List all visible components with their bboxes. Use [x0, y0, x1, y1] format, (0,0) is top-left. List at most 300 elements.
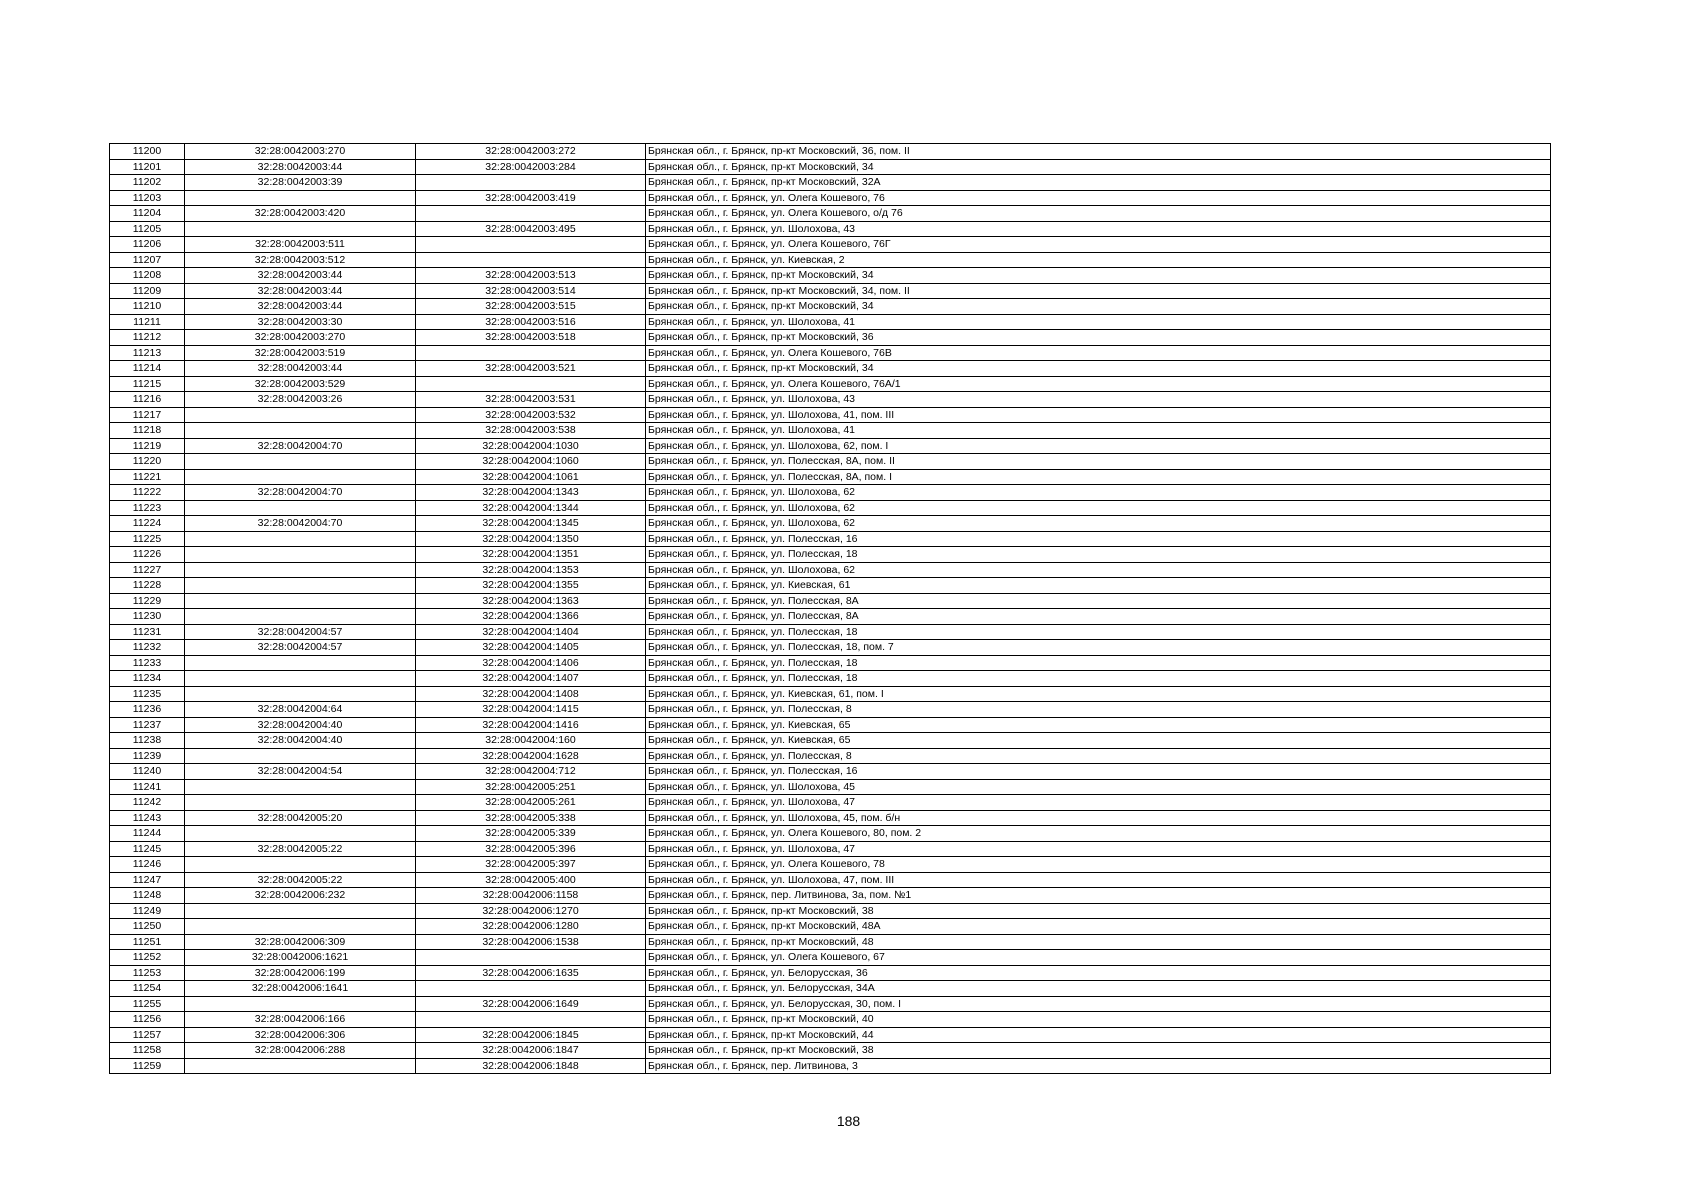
- record-number-cell: 11247: [110, 872, 185, 888]
- table-row: [110, 593, 1551, 609]
- object-cadastral-number-cell: 32:28:0042004:1030: [416, 438, 646, 454]
- cadastral-number-cell: 32:28:0042006:232: [185, 888, 416, 904]
- address-cell: Брянская обл., г. Брянск, ул. Шолохова, 41, пом. III: [646, 407, 1551, 423]
- cadastral-number-cell: [185, 795, 416, 811]
- object-cadastral-number-cell: 32:28:0042005:251: [416, 779, 646, 795]
- object-cadastral-number-cell: 32:28:0042005:396: [416, 841, 646, 857]
- object-cadastral-number-cell: 32:28:0042006:1847: [416, 1043, 646, 1059]
- address-cell: Брянская обл., г. Брянск, ул. Полесская, 18: [646, 655, 1551, 671]
- cadastral-number-cell: 32:28:0042004:40: [185, 717, 416, 733]
- object-cadastral-number-cell: [416, 1012, 646, 1028]
- object-cadastral-number-cell: 32:28:0042005:397: [416, 857, 646, 873]
- table-row: [110, 686, 1551, 702]
- record-number-cell: 11234: [110, 671, 185, 687]
- address-cell: Брянская обл., г. Брянск, пр-кт Московский, 38: [646, 903, 1551, 919]
- object-cadastral-number-cell: [416, 376, 646, 392]
- table-row: [110, 624, 1551, 640]
- record-number-cell: 11209: [110, 283, 185, 299]
- record-number-cell: 11221: [110, 469, 185, 485]
- cadastral-number-cell: [185, 578, 416, 594]
- object-cadastral-number-cell: [416, 175, 646, 191]
- cadastral-number-cell: [185, 221, 416, 237]
- record-number-cell: 11244: [110, 826, 185, 842]
- cadastral-number-cell: 32:28:0042003:512: [185, 252, 416, 268]
- cadastral-number-cell: [185, 562, 416, 578]
- object-cadastral-number-cell: 32:28:0042003:538: [416, 423, 646, 439]
- object-cadastral-number-cell: 32:28:0042003:516: [416, 314, 646, 330]
- record-number-cell: 11206: [110, 237, 185, 253]
- address-cell: Брянская обл., г. Брянск, ул. Полесская, 16: [646, 531, 1551, 547]
- record-number-cell: 11252: [110, 950, 185, 966]
- record-number-cell: 11259: [110, 1058, 185, 1074]
- table-row: [110, 252, 1551, 268]
- records-table-body: [110, 144, 1551, 1074]
- table-row: [110, 779, 1551, 795]
- cadastral-number-cell: [185, 500, 416, 516]
- object-cadastral-number-cell: 32:28:0042003:495: [416, 221, 646, 237]
- address-cell: Брянская обл., г. Брянск, ул. Полесская, 18: [646, 671, 1551, 687]
- record-number-cell: 11212: [110, 330, 185, 346]
- table-row: [110, 190, 1551, 206]
- cadastral-number-cell: 32:28:0042003:44: [185, 299, 416, 315]
- cadastral-number-cell: [185, 779, 416, 795]
- record-number-cell: 11237: [110, 717, 185, 733]
- table-row: [110, 159, 1551, 175]
- cadastral-number-cell: 32:28:0042003:30: [185, 314, 416, 330]
- address-cell: Брянская обл., г. Брянск, ул. Белорусская, 30, пом. I: [646, 996, 1551, 1012]
- address-cell: Брянская обл., г. Брянск, пр-кт Московский, 34: [646, 159, 1551, 175]
- address-cell: Брянская обл., г. Брянск, ул. Полесская, 16: [646, 764, 1551, 780]
- table-row: [110, 392, 1551, 408]
- record-number-cell: 11214: [110, 361, 185, 377]
- cadastral-number-cell: [185, 531, 416, 547]
- address-cell: Брянская обл., г. Брянск, пр-кт Московский, 36, пом. II: [646, 144, 1551, 160]
- table-row: [110, 1058, 1551, 1074]
- record-number-cell: 11253: [110, 965, 185, 981]
- record-number-cell: 11225: [110, 531, 185, 547]
- address-cell: Брянская обл., г. Брянск, ул. Олега Кошевого, 67: [646, 950, 1551, 966]
- address-cell: Брянская обл., г. Брянск, ул. Шолохова, 47: [646, 795, 1551, 811]
- records-table: [109, 143, 1551, 1074]
- address-cell: Брянская обл., г. Брянск, ул. Киевская, 2: [646, 252, 1551, 268]
- cadastral-number-cell: [185, 857, 416, 873]
- cadastral-number-cell: [185, 423, 416, 439]
- object-cadastral-number-cell: 32:28:0042006:1848: [416, 1058, 646, 1074]
- table-row: [110, 671, 1551, 687]
- record-number-cell: 11230: [110, 609, 185, 625]
- object-cadastral-number-cell: 32:28:0042006:1538: [416, 934, 646, 950]
- table-row: [110, 485, 1551, 501]
- object-cadastral-number-cell: 32:28:0042004:1353: [416, 562, 646, 578]
- table-row: [110, 810, 1551, 826]
- record-number-cell: 11218: [110, 423, 185, 439]
- object-cadastral-number-cell: [416, 345, 646, 361]
- object-cadastral-number-cell: 32:28:0042005:400: [416, 872, 646, 888]
- table-row: [110, 562, 1551, 578]
- record-number-cell: 11210: [110, 299, 185, 315]
- address-cell: Брянская обл., г. Брянск, ул. Киевская, 65: [646, 717, 1551, 733]
- record-number-cell: 11201: [110, 159, 185, 175]
- table-row: [110, 516, 1551, 532]
- table-row: [110, 655, 1551, 671]
- cadastral-number-cell: 32:28:0042003:519: [185, 345, 416, 361]
- table-row: [110, 407, 1551, 423]
- address-cell: Брянская обл., г. Брянск, ул. Шолохова, 45: [646, 779, 1551, 795]
- address-cell: Брянская обл., г. Брянск, ул. Полесская, 8А: [646, 593, 1551, 609]
- record-number-cell: 11224: [110, 516, 185, 532]
- address-cell: Брянская обл., г. Брянск, пр-кт Московский, 48А: [646, 919, 1551, 935]
- object-cadastral-number-cell: 32:28:0042005:339: [416, 826, 646, 842]
- object-cadastral-number-cell: 32:28:0042004:1355: [416, 578, 646, 594]
- address-cell: Брянская обл., г. Брянск, пр-кт Московский, 34, пом. II: [646, 283, 1551, 299]
- table-row: [110, 1043, 1551, 1059]
- object-cadastral-number-cell: [416, 237, 646, 253]
- table-row: [110, 748, 1551, 764]
- cadastral-number-cell: 32:28:0042003:511: [185, 237, 416, 253]
- address-cell: Брянская обл., г. Брянск, ул. Полесская, 18: [646, 547, 1551, 563]
- cadastral-number-cell: 32:28:0042004:57: [185, 640, 416, 656]
- object-cadastral-number-cell: [416, 950, 646, 966]
- table-row: [110, 640, 1551, 656]
- object-cadastral-number-cell: 32:28:0042005:338: [416, 810, 646, 826]
- address-cell: Брянская обл., г. Брянск, ул. Шолохова, 62, пом. I: [646, 438, 1551, 454]
- cadastral-number-cell: 32:28:0042004:70: [185, 485, 416, 501]
- record-number-cell: 11213: [110, 345, 185, 361]
- address-cell: Брянская обл., г. Брянск, ул. Шолохова, 62: [646, 516, 1551, 532]
- record-number-cell: 11242: [110, 795, 185, 811]
- record-number-cell: 11219: [110, 438, 185, 454]
- cadastral-number-cell: 32:28:0042005:20: [185, 810, 416, 826]
- object-cadastral-number-cell: 32:28:0042004:1408: [416, 686, 646, 702]
- table-row: [110, 981, 1551, 997]
- object-cadastral-number-cell: 32:28:0042006:1158: [416, 888, 646, 904]
- address-cell: Брянская обл., г. Брянск, ул. Шолохова, 47: [646, 841, 1551, 857]
- address-cell: Брянская обл., г. Брянск, ул. Шолохова, 43: [646, 392, 1551, 408]
- record-number-cell: 11236: [110, 702, 185, 718]
- record-number-cell: 11251: [110, 934, 185, 950]
- object-cadastral-number-cell: 32:28:0042004:1343: [416, 485, 646, 501]
- object-cadastral-number-cell: 32:28:0042004:1350: [416, 531, 646, 547]
- record-number-cell: 11240: [110, 764, 185, 780]
- address-cell: Брянская обл., г. Брянск, пер. Литвинова, 3: [646, 1058, 1551, 1074]
- object-cadastral-number-cell: 32:28:0042003:284: [416, 159, 646, 175]
- cadastral-number-cell: [185, 671, 416, 687]
- cadastral-number-cell: [185, 748, 416, 764]
- table-row: [110, 469, 1551, 485]
- table-row: [110, 299, 1551, 315]
- object-cadastral-number-cell: 32:28:0042003:419: [416, 190, 646, 206]
- cadastral-number-cell: 32:28:0042003:270: [185, 330, 416, 346]
- address-cell: Брянская обл., г. Брянск, ул. Шолохова, 62: [646, 562, 1551, 578]
- object-cadastral-number-cell: 32:28:0042004:1363: [416, 593, 646, 609]
- record-number-cell: 11216: [110, 392, 185, 408]
- record-number-cell: 11248: [110, 888, 185, 904]
- address-cell: Брянская обл., г. Брянск, ул. Белорусская, 36: [646, 965, 1551, 981]
- address-cell: Брянская обл., г. Брянск, пр-кт Московский, 34: [646, 299, 1551, 315]
- cadastral-number-cell: 32:28:0042004:40: [185, 733, 416, 749]
- cadastral-number-cell: 32:28:0042006:309: [185, 934, 416, 950]
- record-number-cell: 11207: [110, 252, 185, 268]
- table-row: [110, 547, 1551, 563]
- record-number-cell: 11232: [110, 640, 185, 656]
- table-row: [110, 609, 1551, 625]
- record-number-cell: 11254: [110, 981, 185, 997]
- record-number-cell: 11211: [110, 314, 185, 330]
- record-number-cell: 11241: [110, 779, 185, 795]
- address-cell: Брянская обл., г. Брянск, пр-кт Московский, 34: [646, 268, 1551, 284]
- cadastral-number-cell: 32:28:0042004:54: [185, 764, 416, 780]
- object-cadastral-number-cell: 32:28:0042006:1649: [416, 996, 646, 1012]
- table-row: [110, 423, 1551, 439]
- object-cadastral-number-cell: 32:28:0042004:1351: [416, 547, 646, 563]
- table-row: [110, 950, 1551, 966]
- record-number-cell: 11223: [110, 500, 185, 516]
- object-cadastral-number-cell: 32:28:0042004:1061: [416, 469, 646, 485]
- record-number-cell: 11246: [110, 857, 185, 873]
- cadastral-number-cell: 32:28:0042006:166: [185, 1012, 416, 1028]
- object-cadastral-number-cell: 32:28:0042006:1635: [416, 965, 646, 981]
- address-cell: Брянская обл., г. Брянск, ул. Полесская, 8А: [646, 609, 1551, 625]
- cadastral-number-cell: 32:28:0042003:529: [185, 376, 416, 392]
- cadastral-number-cell: [185, 469, 416, 485]
- object-cadastral-number-cell: 32:28:0042004:1628: [416, 748, 646, 764]
- address-cell: Брянская обл., г. Брянск, ул. Шолохова, 45, пом. б/н: [646, 810, 1551, 826]
- object-cadastral-number-cell: [416, 206, 646, 222]
- table-row: [110, 857, 1551, 873]
- table-row: [110, 314, 1551, 330]
- record-number-cell: 11215: [110, 376, 185, 392]
- object-cadastral-number-cell: 32:28:0042004:1345: [416, 516, 646, 532]
- cadastral-number-cell: [185, 686, 416, 702]
- table-row: [110, 795, 1551, 811]
- record-number-cell: 11245: [110, 841, 185, 857]
- record-number-cell: 11233: [110, 655, 185, 671]
- address-cell: Брянская обл., г. Брянск, ул. Полесская, 18: [646, 624, 1551, 640]
- address-cell: Брянская обл., г. Брянск, ул. Киевская, 61, пом. I: [646, 686, 1551, 702]
- table-row: [110, 996, 1551, 1012]
- address-cell: Брянская обл., г. Брянск, ул. Шолохова, 41: [646, 314, 1551, 330]
- address-cell: Брянская обл., г. Брянск, ул. Олега Кошевого, 76: [646, 190, 1551, 206]
- address-cell: Брянская обл., г. Брянск, пр-кт Московский, 40: [646, 1012, 1551, 1028]
- record-number-cell: 11227: [110, 562, 185, 578]
- object-cadastral-number-cell: 32:28:0042004:1407: [416, 671, 646, 687]
- record-number-cell: 11226: [110, 547, 185, 563]
- record-number-cell: 11202: [110, 175, 185, 191]
- cadastral-number-cell: 32:28:0042003:44: [185, 361, 416, 377]
- table-row: [110, 919, 1551, 935]
- cadastral-number-cell: 32:28:0042005:22: [185, 841, 416, 857]
- object-cadastral-number-cell: [416, 252, 646, 268]
- record-number-cell: 11222: [110, 485, 185, 501]
- cadastral-number-cell: 32:28:0042003:44: [185, 283, 416, 299]
- object-cadastral-number-cell: 32:28:0042004:1406: [416, 655, 646, 671]
- record-number-cell: 11238: [110, 733, 185, 749]
- table-row: [110, 826, 1551, 842]
- table-row: [110, 268, 1551, 284]
- cadastral-number-cell: 32:28:0042004:70: [185, 516, 416, 532]
- object-cadastral-number-cell: 32:28:0042005:261: [416, 795, 646, 811]
- address-cell: Брянская обл., г. Брянск, ул. Олега Кошевого, 76В: [646, 345, 1551, 361]
- object-cadastral-number-cell: 32:28:0042003:532: [416, 407, 646, 423]
- table-row: [110, 175, 1551, 191]
- cadastral-number-cell: 32:28:0042003:39: [185, 175, 416, 191]
- table-row: [110, 531, 1551, 547]
- table-row: [110, 237, 1551, 253]
- cadastral-number-cell: [185, 655, 416, 671]
- object-cadastral-number-cell: 32:28:0042004:1405: [416, 640, 646, 656]
- cadastral-number-cell: 32:28:0042005:22: [185, 872, 416, 888]
- cadastral-number-cell: [185, 593, 416, 609]
- record-number-cell: 11205: [110, 221, 185, 237]
- record-number-cell: 11250: [110, 919, 185, 935]
- object-cadastral-number-cell: 32:28:0042004:160: [416, 733, 646, 749]
- record-number-cell: 11208: [110, 268, 185, 284]
- address-cell: Брянская обл., г. Брянск, ул. Шолохова, 62: [646, 485, 1551, 501]
- record-number-cell: 11228: [110, 578, 185, 594]
- object-cadastral-number-cell: 32:28:0042004:1416: [416, 717, 646, 733]
- record-number-cell: 11256: [110, 1012, 185, 1028]
- cadastral-number-cell: [185, 407, 416, 423]
- table-row: [110, 438, 1551, 454]
- table-row: [110, 841, 1551, 857]
- record-number-cell: 11229: [110, 593, 185, 609]
- record-number-cell: 11255: [110, 996, 185, 1012]
- cadastral-number-cell: [185, 609, 416, 625]
- cadastral-number-cell: [185, 826, 416, 842]
- cadastral-number-cell: [185, 919, 416, 935]
- address-cell: Брянская обл., г. Брянск, ул. Олега Кошевого, 76А/1: [646, 376, 1551, 392]
- address-cell: Брянская обл., г. Брянск, пр-кт Московский, 44: [646, 1027, 1551, 1043]
- address-cell: Брянская обл., г. Брянск, ул. Полесская, 8А, пом. II: [646, 454, 1551, 470]
- address-cell: Брянская обл., г. Брянск, ул. Белорусская, 34А: [646, 981, 1551, 997]
- object-cadastral-number-cell: 32:28:0042004:1404: [416, 624, 646, 640]
- address-cell: Брянская обл., г. Брянск, пер. Литвинова, 3а, пом. №1: [646, 888, 1551, 904]
- cadastral-number-cell: 32:28:0042004:70: [185, 438, 416, 454]
- table-row: [110, 221, 1551, 237]
- table-row: [110, 206, 1551, 222]
- cadastral-number-cell: 32:28:0042006:1621: [185, 950, 416, 966]
- record-number-cell: 11200: [110, 144, 185, 160]
- record-number-cell: 11249: [110, 903, 185, 919]
- table-row: [110, 1027, 1551, 1043]
- object-cadastral-number-cell: 32:28:0042006:1845: [416, 1027, 646, 1043]
- address-cell: Брянская обл., г. Брянск, ул. Киевская, 65: [646, 733, 1551, 749]
- object-cadastral-number-cell: 32:28:0042003:513: [416, 268, 646, 284]
- table-row: [110, 376, 1551, 392]
- object-cadastral-number-cell: 32:28:0042004:1415: [416, 702, 646, 718]
- table-row: [110, 144, 1551, 160]
- address-cell: Брянская обл., г. Брянск, ул. Олега Кошевого, 76Г: [646, 237, 1551, 253]
- table-row: [110, 934, 1551, 950]
- cadastral-number-cell: 32:28:0042006:306: [185, 1027, 416, 1043]
- cadastral-number-cell: 32:28:0042004:64: [185, 702, 416, 718]
- table-row: [110, 872, 1551, 888]
- address-cell: Брянская обл., г. Брянск, пр-кт Московский, 36: [646, 330, 1551, 346]
- address-cell: Брянская обл., г. Брянск, ул. Полесская, 8А, пом. I: [646, 469, 1551, 485]
- table-row: [110, 1012, 1551, 1028]
- object-cadastral-number-cell: 32:28:0042003:521: [416, 361, 646, 377]
- page-number: 188: [836, 1113, 861, 1129]
- address-cell: Брянская обл., г. Брянск, ул. Шолохова, 43: [646, 221, 1551, 237]
- table-row: [110, 361, 1551, 377]
- address-cell: Брянская обл., г. Брянск, ул. Полесская, 8: [646, 702, 1551, 718]
- address-cell: Брянская обл., г. Брянск, ул. Олега Кошевого, 80, пом. 2: [646, 826, 1551, 842]
- cadastral-number-cell: [185, 190, 416, 206]
- table-row: [110, 578, 1551, 594]
- cadastral-number-cell: 32:28:0042004:57: [185, 624, 416, 640]
- record-number-cell: 11239: [110, 748, 185, 764]
- object-cadastral-number-cell: 32:28:0042004:712: [416, 764, 646, 780]
- record-number-cell: 11258: [110, 1043, 185, 1059]
- object-cadastral-number-cell: 32:28:0042003:272: [416, 144, 646, 160]
- address-cell: Брянская обл., г. Брянск, пр-кт Московский, 32А: [646, 175, 1551, 191]
- cadastral-number-cell: [185, 996, 416, 1012]
- object-cadastral-number-cell: 32:28:0042003:531: [416, 392, 646, 408]
- object-cadastral-number-cell: 32:28:0042004:1060: [416, 454, 646, 470]
- table-row: [110, 965, 1551, 981]
- record-number-cell: 11204: [110, 206, 185, 222]
- table-row: [110, 903, 1551, 919]
- address-cell: Брянская обл., г. Брянск, пр-кт Московский, 48: [646, 934, 1551, 950]
- address-cell: Брянская обл., г. Брянск, ул. Киевская, 61: [646, 578, 1551, 594]
- object-cadastral-number-cell: [416, 981, 646, 997]
- table-row: [110, 888, 1551, 904]
- cadastral-number-cell: 32:28:0042003:26: [185, 392, 416, 408]
- record-number-cell: 11203: [110, 190, 185, 206]
- address-cell: Брянская обл., г. Брянск, пр-кт Московский, 34: [646, 361, 1551, 377]
- object-cadastral-number-cell: 32:28:0042003:515: [416, 299, 646, 315]
- table-row: [110, 733, 1551, 749]
- address-cell: Брянская обл., г. Брянск, ул. Шолохова, 41: [646, 423, 1551, 439]
- cadastral-number-cell: 32:28:0042003:270: [185, 144, 416, 160]
- record-number-cell: 11220: [110, 454, 185, 470]
- table-row: [110, 764, 1551, 780]
- table-row: [110, 454, 1551, 470]
- table-row: [110, 283, 1551, 299]
- table-row: [110, 717, 1551, 733]
- address-cell: Брянская обл., г. Брянск, пр-кт Московский, 38: [646, 1043, 1551, 1059]
- address-cell: Брянская обл., г. Брянск, ул. Олега Кошевого, о/д 76: [646, 206, 1551, 222]
- cadastral-number-cell: 32:28:0042003:44: [185, 268, 416, 284]
- cadastral-number-cell: 32:28:0042003:44: [185, 159, 416, 175]
- object-cadastral-number-cell: 32:28:0042003:518: [416, 330, 646, 346]
- address-cell: Брянская обл., г. Брянск, ул. Шолохова, 47, пом. III: [646, 872, 1551, 888]
- record-number-cell: 11217: [110, 407, 185, 423]
- cadastral-number-cell: 32:28:0042006:288: [185, 1043, 416, 1059]
- cadastral-number-cell: [185, 1058, 416, 1074]
- cadastral-number-cell: [185, 454, 416, 470]
- cadastral-number-cell: [185, 903, 416, 919]
- cadastral-number-cell: 32:28:0042006:199: [185, 965, 416, 981]
- address-cell: Брянская обл., г. Брянск, ул. Полесская, 18, пом. 7: [646, 640, 1551, 656]
- object-cadastral-number-cell: 32:28:0042004:1344: [416, 500, 646, 516]
- object-cadastral-number-cell: 32:28:0042006:1270: [416, 903, 646, 919]
- cadastral-number-cell: 32:28:0042006:1641: [185, 981, 416, 997]
- address-cell: Брянская обл., г. Брянск, ул. Полесская, 8: [646, 748, 1551, 764]
- record-number-cell: 11257: [110, 1027, 185, 1043]
- address-cell: Брянская обл., г. Брянск, ул. Олега Кошевого, 78: [646, 857, 1551, 873]
- object-cadastral-number-cell: 32:28:0042006:1280: [416, 919, 646, 935]
- cadastral-number-cell: 32:28:0042003:420: [185, 206, 416, 222]
- object-cadastral-number-cell: 32:28:0042003:514: [416, 283, 646, 299]
- table-row: [110, 702, 1551, 718]
- table-row: [110, 500, 1551, 516]
- address-cell: Брянская обл., г. Брянск, ул. Шолохова, 62: [646, 500, 1551, 516]
- record-number-cell: 11243: [110, 810, 185, 826]
- table-row: [110, 330, 1551, 346]
- record-number-cell: 11231: [110, 624, 185, 640]
- cadastral-number-cell: [185, 547, 416, 563]
